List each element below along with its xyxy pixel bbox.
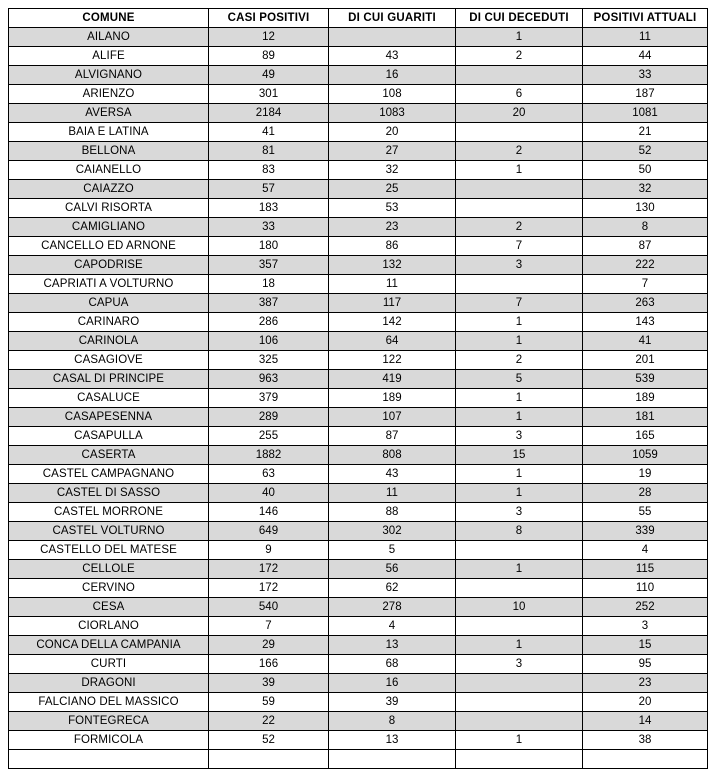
table-row [9, 522, 708, 541]
cell-comune: CASTEL CAMPAGNANO [9, 465, 209, 484]
table-row [9, 294, 708, 313]
table-row [9, 655, 708, 674]
cell-casi-positivi: 81 [209, 142, 329, 161]
cell-comune: ARIENZO [9, 85, 209, 104]
cell-di-cui-deceduti: 1 [456, 636, 583, 655]
cell-positivi-attuali: 189 [583, 389, 708, 408]
cell-di-cui-guariti: 419 [329, 370, 456, 389]
cell-di-cui-guariti: 108 [329, 85, 456, 104]
cell-casi-positivi: 540 [209, 598, 329, 617]
cell-comune: CAPUA [9, 294, 209, 313]
cell-casi-positivi: 289 [209, 408, 329, 427]
cell-casi-positivi: 183 [209, 199, 329, 218]
table-row [9, 161, 708, 180]
cell-comune: CARINOLA [9, 332, 209, 351]
cell-positivi-attuali: 23 [583, 674, 708, 693]
table-body [9, 28, 708, 769]
cell-comune: BAIA E LATINA [9, 123, 209, 142]
cell-casi-positivi: 1882 [209, 446, 329, 465]
cell-casi-positivi: 83 [209, 161, 329, 180]
cell-positivi-attuali: 95 [583, 655, 708, 674]
cell-di-cui-deceduti: 1 [456, 389, 583, 408]
cell-di-cui-deceduti: 7 [456, 237, 583, 256]
cell-positivi-attuali: 263 [583, 294, 708, 313]
cell-di-cui-guariti: 16 [329, 674, 456, 693]
cell-positivi-attuali: 44 [583, 47, 708, 66]
cell-comune: FALCIANO DEL MASSICO [9, 693, 209, 712]
cell-comune: CALVI RISORTA [9, 199, 209, 218]
cell-casi-positivi: 39 [209, 674, 329, 693]
cell-positivi-attuali: 165 [583, 427, 708, 446]
cell-di-cui-guariti: 278 [329, 598, 456, 617]
cell-di-cui-deceduti: 8 [456, 522, 583, 541]
cell-casi-positivi: 57 [209, 180, 329, 199]
cell-di-cui-guariti: 53 [329, 199, 456, 218]
cell-di-cui-deceduti: 10 [456, 598, 583, 617]
table-row [9, 541, 708, 560]
cell-casi-positivi: 12 [209, 28, 329, 47]
cell-di-cui-deceduti: 2 [456, 218, 583, 237]
cell-casi-positivi: 106 [209, 332, 329, 351]
cell-comune: CAMIGLIANO [9, 218, 209, 237]
column-header-di-cui-deceduti: DI CUI DECEDUTI [456, 9, 583, 28]
cell-comune: CURTI [9, 655, 209, 674]
cell-casi-positivi: 2184 [209, 104, 329, 123]
cell-comune: ALVIGNANO [9, 66, 209, 85]
cell-di-cui-deceduti: 5 [456, 370, 583, 389]
cell-comune: BELLONA [9, 142, 209, 161]
cell-di-cui-guariti [329, 28, 456, 47]
cell-di-cui-deceduti [456, 674, 583, 693]
cell-di-cui-guariti: 11 [329, 275, 456, 294]
cell-di-cui-deceduti [456, 180, 583, 199]
cell-di-cui-deceduti: 15 [456, 446, 583, 465]
cell-positivi-attuali: 87 [583, 237, 708, 256]
cell-comune: CASTEL MORRONE [9, 503, 209, 522]
cell-di-cui-deceduti: 1 [456, 28, 583, 47]
cell-positivi-attuali: 143 [583, 313, 708, 332]
cell-comune: CASTEL DI SASSO [9, 484, 209, 503]
table-row [9, 85, 708, 104]
cell-di-cui-deceduti: 20 [456, 104, 583, 123]
cell-di-cui-guariti: 32 [329, 161, 456, 180]
cell-di-cui-deceduti: 3 [456, 256, 583, 275]
table-row [9, 275, 708, 294]
table-row [9, 408, 708, 427]
cell-casi-positivi: 9 [209, 541, 329, 560]
table-row [9, 484, 708, 503]
cell-positivi-attuali: 3 [583, 617, 708, 636]
cell-positivi-attuali: 539 [583, 370, 708, 389]
cell-casi-positivi: 49 [209, 66, 329, 85]
table-header-row [9, 9, 708, 28]
cell-di-cui-deceduti: 1 [456, 332, 583, 351]
cell-casi-positivi: 63 [209, 465, 329, 484]
cell-positivi-attuali: 19 [583, 465, 708, 484]
cell-di-cui-deceduti [456, 541, 583, 560]
cell-casi-positivi: 33 [209, 218, 329, 237]
table-row [9, 256, 708, 275]
cell-casi-positivi: 325 [209, 351, 329, 370]
cell-comune: FORMICOLA [9, 731, 209, 750]
cell-di-cui-deceduti [456, 693, 583, 712]
cell-di-cui-guariti: 23 [329, 218, 456, 237]
cell-casi-positivi: 649 [209, 522, 329, 541]
cell-casi-positivi: 286 [209, 313, 329, 332]
cell-comune: CASTEL VOLTURNO [9, 522, 209, 541]
cell-di-cui-deceduti: 1 [456, 161, 583, 180]
cell-positivi-attuali: 130 [583, 199, 708, 218]
cell-di-cui-guariti: 39 [329, 693, 456, 712]
table-row [9, 446, 708, 465]
cell-positivi-attuali: 8 [583, 218, 708, 237]
cell-casi-positivi: 172 [209, 579, 329, 598]
cell-positivi-attuali: 32 [583, 180, 708, 199]
table-row [9, 636, 708, 655]
cell-positivi-attuali: 187 [583, 85, 708, 104]
cell-comune: CARINARO [9, 313, 209, 332]
cell-di-cui-deceduti [456, 712, 583, 731]
cell-positivi-attuali: 21 [583, 123, 708, 142]
cell-di-cui-deceduti: 1 [456, 731, 583, 750]
cell-di-cui-guariti: 27 [329, 142, 456, 161]
cell-di-cui-guariti: 8 [329, 712, 456, 731]
cell-comune: AVERSA [9, 104, 209, 123]
cell-di-cui-guariti: 5 [329, 541, 456, 560]
cell-comune: CASTELLO DEL MATESE [9, 541, 209, 560]
cell-comune [9, 750, 209, 769]
cell-positivi-attuali: 41 [583, 332, 708, 351]
cell-di-cui-deceduti: 2 [456, 351, 583, 370]
cell-casi-positivi: 387 [209, 294, 329, 313]
cell-di-cui-deceduti: 1 [456, 484, 583, 503]
cell-di-cui-guariti: 16 [329, 66, 456, 85]
table-row [9, 465, 708, 484]
cell-di-cui-guariti: 86 [329, 237, 456, 256]
cell-positivi-attuali: 52 [583, 142, 708, 161]
cell-positivi-attuali: 110 [583, 579, 708, 598]
cell-di-cui-guariti: 107 [329, 408, 456, 427]
cell-positivi-attuali: 28 [583, 484, 708, 503]
cell-positivi-attuali: 15 [583, 636, 708, 655]
table-header [9, 9, 708, 28]
cell-di-cui-guariti: 56 [329, 560, 456, 579]
cell-di-cui-guariti: 189 [329, 389, 456, 408]
cell-comune: CESA [9, 598, 209, 617]
cell-casi-positivi: 301 [209, 85, 329, 104]
cell-positivi-attuali: 339 [583, 522, 708, 541]
cell-positivi-attuali: 14 [583, 712, 708, 731]
cell-di-cui-deceduti [456, 199, 583, 218]
cell-di-cui-deceduti [456, 123, 583, 142]
cell-casi-positivi: 146 [209, 503, 329, 522]
table-row [9, 47, 708, 66]
cell-di-cui-guariti: 4 [329, 617, 456, 636]
cell-positivi-attuali: 1081 [583, 104, 708, 123]
cell-positivi-attuali: 222 [583, 256, 708, 275]
cell-casi-positivi [209, 750, 329, 769]
cell-di-cui-guariti [329, 750, 456, 769]
column-header-comune: COMUNE [9, 9, 209, 28]
cell-positivi-attuali: 201 [583, 351, 708, 370]
column-header-positivi-attuali: POSITIVI ATTUALI [583, 9, 708, 28]
cell-di-cui-deceduti: 7 [456, 294, 583, 313]
cell-di-cui-guariti: 13 [329, 731, 456, 750]
cell-casi-positivi: 40 [209, 484, 329, 503]
cell-di-cui-guariti: 87 [329, 427, 456, 446]
cell-di-cui-guariti: 88 [329, 503, 456, 522]
cell-comune: CAIAZZO [9, 180, 209, 199]
cell-positivi-attuali: 33 [583, 66, 708, 85]
cell-casi-positivi: 963 [209, 370, 329, 389]
table-row [9, 199, 708, 218]
cell-casi-positivi: 52 [209, 731, 329, 750]
cell-di-cui-deceduti: 3 [456, 655, 583, 674]
cell-di-cui-deceduti [456, 275, 583, 294]
cell-di-cui-guariti: 132 [329, 256, 456, 275]
cell-positivi-attuali: 55 [583, 503, 708, 522]
column-header-casi-positivi: CASI POSITIVI [209, 9, 329, 28]
cell-di-cui-deceduti: 1 [456, 408, 583, 427]
cell-di-cui-guariti: 64 [329, 332, 456, 351]
cell-casi-positivi: 22 [209, 712, 329, 731]
cell-casi-positivi: 59 [209, 693, 329, 712]
table-row [9, 598, 708, 617]
cell-di-cui-guariti: 20 [329, 123, 456, 142]
cell-casi-positivi: 41 [209, 123, 329, 142]
cell-di-cui-guariti: 25 [329, 180, 456, 199]
cell-positivi-attuali: 11 [583, 28, 708, 47]
table-row [9, 142, 708, 161]
cell-di-cui-guariti: 13 [329, 636, 456, 655]
cell-di-cui-deceduti: 3 [456, 427, 583, 446]
cell-comune: CASAPULLA [9, 427, 209, 446]
table-row [9, 712, 708, 731]
cell-casi-positivi: 7 [209, 617, 329, 636]
cell-comune: CAPRIATI A VOLTURNO [9, 275, 209, 294]
cell-positivi-attuali: 20 [583, 693, 708, 712]
cell-casi-positivi: 255 [209, 427, 329, 446]
cell-di-cui-guariti: 62 [329, 579, 456, 598]
table-row [9, 104, 708, 123]
cell-positivi-attuali: 1059 [583, 446, 708, 465]
table-row [9, 731, 708, 750]
cell-di-cui-deceduti: 1 [456, 313, 583, 332]
table-row [9, 332, 708, 351]
cell-di-cui-deceduti: 3 [456, 503, 583, 522]
cell-di-cui-deceduti: 2 [456, 47, 583, 66]
column-header-di-cui-guariti: DI CUI GUARITI [329, 9, 456, 28]
cell-positivi-attuali: 7 [583, 275, 708, 294]
cell-positivi-attuali [583, 750, 708, 769]
cell-casi-positivi: 29 [209, 636, 329, 655]
cell-casi-positivi: 18 [209, 275, 329, 294]
cell-casi-positivi: 172 [209, 560, 329, 579]
table-row [9, 427, 708, 446]
table-row [9, 674, 708, 693]
cell-comune: ALIFE [9, 47, 209, 66]
cell-comune: CASAL DI PRINCIPE [9, 370, 209, 389]
cell-comune: DRAGONI [9, 674, 209, 693]
cell-comune: CASAGIOVE [9, 351, 209, 370]
table-row [9, 218, 708, 237]
table-row [9, 579, 708, 598]
cell-di-cui-guariti: 68 [329, 655, 456, 674]
table-row [9, 370, 708, 389]
table-row [9, 123, 708, 142]
cell-di-cui-deceduti [456, 750, 583, 769]
covid-municipality-table [8, 8, 708, 769]
cell-di-cui-guariti: 11 [329, 484, 456, 503]
cell-comune: CASAPESENNA [9, 408, 209, 427]
cell-positivi-attuali: 4 [583, 541, 708, 560]
cell-casi-positivi: 180 [209, 237, 329, 256]
cell-di-cui-deceduti: 2 [456, 142, 583, 161]
cell-casi-positivi: 379 [209, 389, 329, 408]
cell-comune: CELLOLE [9, 560, 209, 579]
table-row [9, 66, 708, 85]
cell-positivi-attuali: 38 [583, 731, 708, 750]
cell-comune: FONTEGRECA [9, 712, 209, 731]
cell-di-cui-guariti: 1083 [329, 104, 456, 123]
cell-di-cui-deceduti [456, 617, 583, 636]
cell-comune: CAIANELLO [9, 161, 209, 180]
table-row [9, 237, 708, 256]
cell-comune: CAPODRISE [9, 256, 209, 275]
cell-comune: CONCA DELLA CAMPANIA [9, 636, 209, 655]
cell-di-cui-deceduti: 1 [456, 560, 583, 579]
cell-comune: CASERTA [9, 446, 209, 465]
cell-casi-positivi: 89 [209, 47, 329, 66]
cell-comune: CIORLANO [9, 617, 209, 636]
table-row [9, 28, 708, 47]
cell-comune: AILANO [9, 28, 209, 47]
cell-di-cui-guariti: 122 [329, 351, 456, 370]
cell-comune: CASALUCE [9, 389, 209, 408]
cell-di-cui-guariti: 808 [329, 446, 456, 465]
table-row [9, 180, 708, 199]
table-row [9, 503, 708, 522]
cell-di-cui-deceduti: 6 [456, 85, 583, 104]
cell-positivi-attuali: 252 [583, 598, 708, 617]
table-row [9, 750, 708, 769]
table-row [9, 560, 708, 579]
table-row [9, 389, 708, 408]
cell-positivi-attuali: 50 [583, 161, 708, 180]
cell-di-cui-guariti: 43 [329, 47, 456, 66]
table-row [9, 693, 708, 712]
cell-positivi-attuali: 115 [583, 560, 708, 579]
table-row [9, 313, 708, 332]
cell-di-cui-guariti: 142 [329, 313, 456, 332]
cell-di-cui-deceduti [456, 66, 583, 85]
cell-comune: CERVINO [9, 579, 209, 598]
cell-di-cui-deceduti: 1 [456, 465, 583, 484]
cell-di-cui-guariti: 117 [329, 294, 456, 313]
table-row [9, 351, 708, 370]
cell-casi-positivi: 357 [209, 256, 329, 275]
table-row [9, 617, 708, 636]
cell-casi-positivi: 166 [209, 655, 329, 674]
cell-positivi-attuali: 181 [583, 408, 708, 427]
cell-di-cui-guariti: 43 [329, 465, 456, 484]
cell-comune: CANCELLO ED ARNONE [9, 237, 209, 256]
cell-di-cui-guariti: 302 [329, 522, 456, 541]
cell-di-cui-deceduti [456, 579, 583, 598]
